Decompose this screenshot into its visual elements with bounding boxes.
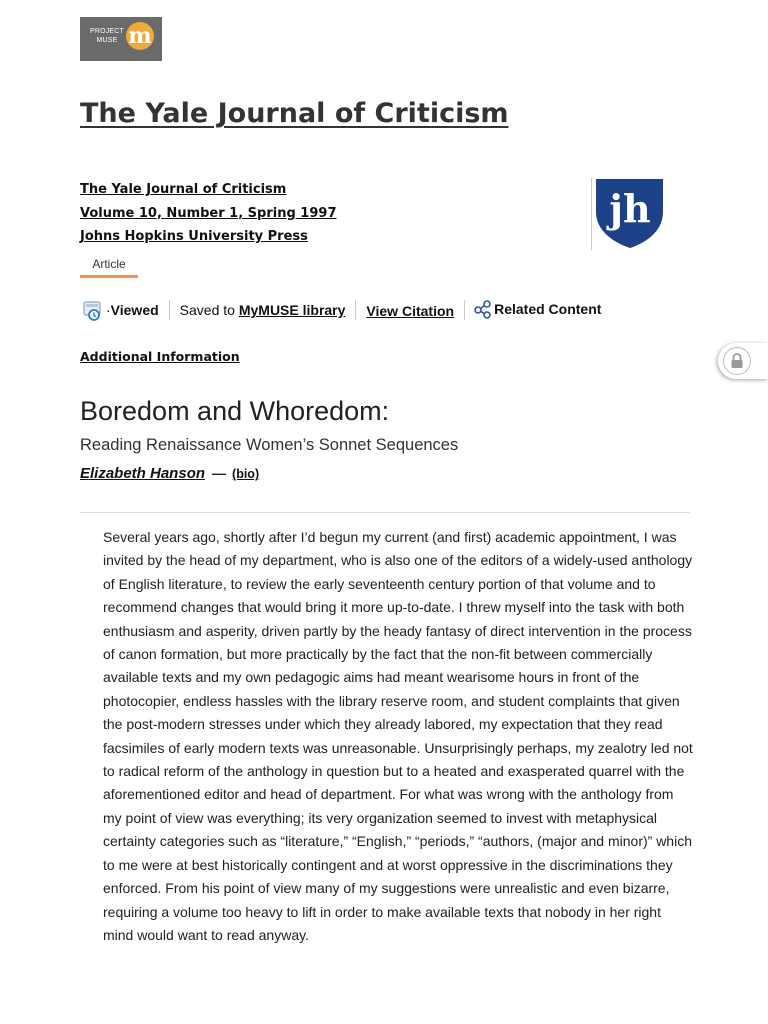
related-content-label: Related Content [494, 301, 602, 317]
journal-link[interactable]: The Yale Journal of Criticism [80, 182, 287, 197]
author-separator: — [212, 465, 227, 481]
logo-text: PROJECT MUSE [89, 28, 125, 44]
publisher-link[interactable]: Johns Hopkins University Press [80, 229, 308, 244]
author-link[interactable]: Elizabeth Hanson [80, 465, 206, 482]
article-toolbar [80, 297, 611, 323]
jhu-shield-icon [592, 178, 667, 250]
article-body-paragraph: Several years ago, shortly after I’d begun my current (and first) academic appointment, I was invited by the head of my department, who is also one of the editors of a widely-used anthology of English literature, to review the early seventeenth century portion of that volume and to recommend changes that would bring it more up-to-date. I threw myself into the task with both enthusiasm and asperity, driven partly by the heady fantasy of direct intervention in the process of canon formation, but more practically by the fact that the non-fit between commercially available texts and my own pedagogic aims had meant wearisome hours in front of the photocopier, endless hassles with the library reserve room, and student complaints that given the post-modern stresses under which they already labored, my expectation that they read facsimiles of early modern texts was unreasonable. Unsurprisingly perhaps, my zealotry led not to radical reform of the anthology in question but to a heated and exasperated quarrel with the aforementioned editor and head of department. For what was wrong with the anthology from my point of view was everything; its very organization seemed to invest with metaphysical certainty categories such as “literature,” “English,” “periods,” “authors, (major and minor)” which to me were at best historically contingent and at worst oppressive in the discriminations they enforced. From his point of view many of my suggestions were unrealistic and even bizarre, requiring a volume too heavy to lift in order to make available texts that nobody in her right mind would want to read anyway. [103, 529, 693, 943]
tab-article[interactable]: Article [80, 255, 138, 278]
viewed-prefix: · [106, 302, 111, 318]
related-content-button[interactable] [465, 299, 611, 319]
viewed-indicator [80, 300, 169, 320]
issue-metadata [80, 178, 337, 249]
volume-link[interactable]: Volume 10, Number 1, Spring 1997 [80, 205, 337, 221]
content-divider [80, 512, 690, 513]
author-line [80, 465, 259, 482]
logo-m-badge: m [126, 22, 154, 50]
mymuse-library-link[interactable]: MyMUSE library [238, 302, 346, 318]
viewed-label: Viewed [110, 302, 159, 318]
share-icon [473, 299, 493, 319]
saved-prefix: Saved to [179, 302, 235, 318]
viewed-icon [82, 299, 104, 321]
access-lock-tab[interactable] [718, 343, 768, 379]
lock-icon [730, 353, 744, 369]
project-muse-logo[interactable] [80, 17, 162, 61]
bio-link[interactable]: (bio) [232, 467, 260, 481]
saved-status [170, 300, 356, 320]
additional-information-link[interactable]: Additional Information [80, 349, 240, 364]
shield-letters: jh [609, 186, 651, 231]
publisher-logo[interactable] [591, 178, 667, 250]
article-title: Boredom and Whoredom: [80, 396, 390, 426]
lock-badge [723, 347, 751, 375]
view-citation-button[interactable]: View Citation [366, 303, 455, 319]
article-subtitle: Reading Renaissance Women’s Sonnet Sequences [80, 436, 459, 454]
view-citation-item [356, 300, 464, 320]
journal-title-link[interactable]: The Yale Journal of Criticism [80, 98, 509, 129]
